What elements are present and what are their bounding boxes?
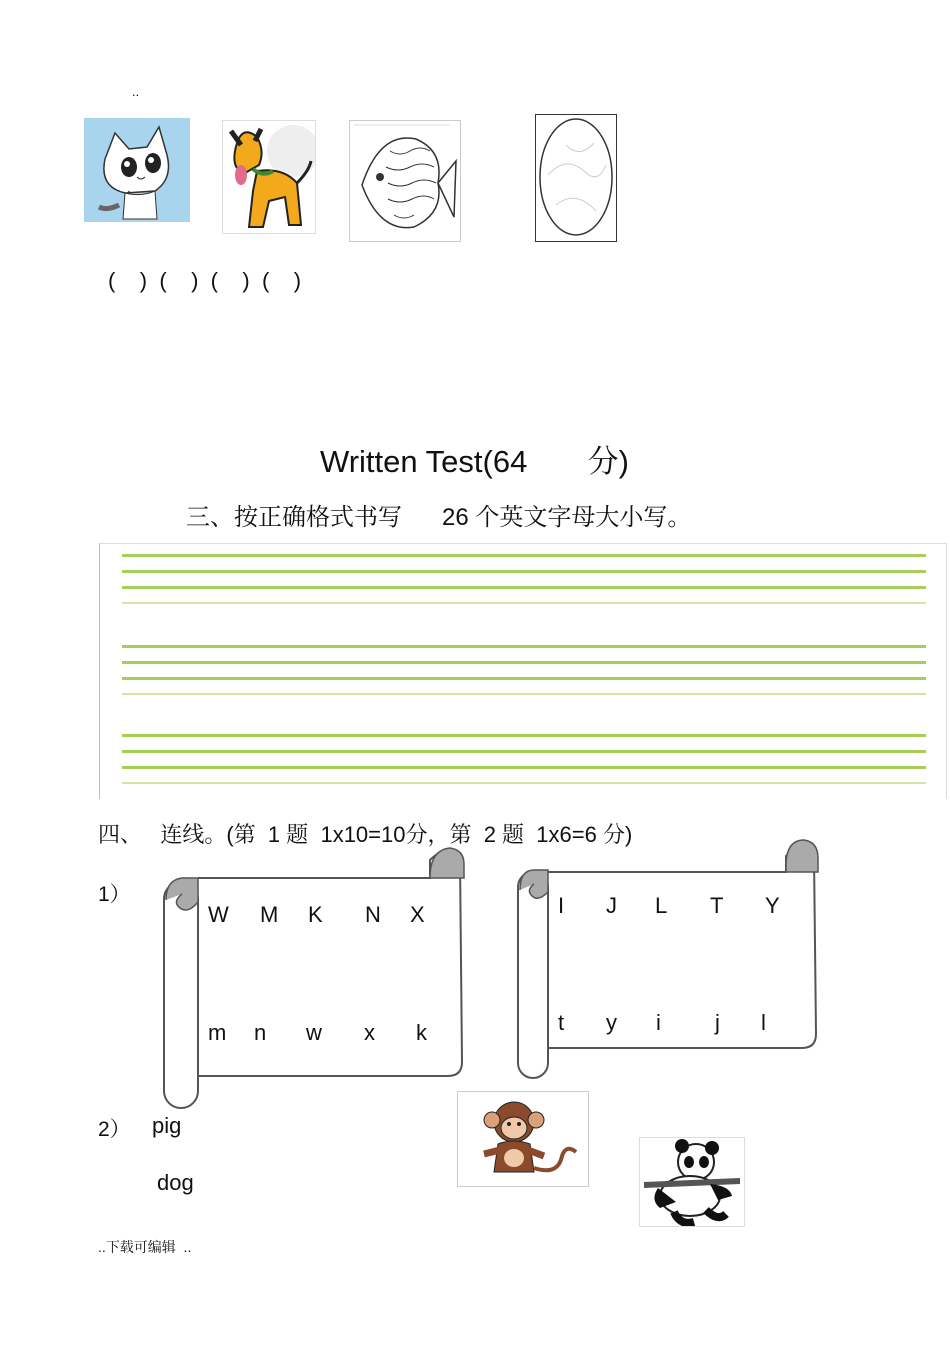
right-scroll-icon — [514, 836, 822, 1084]
letter-tile[interactable]: l — [761, 1010, 766, 1035]
monkey-picture[interactable] — [457, 1091, 589, 1187]
letter-tile[interactable]: T — [710, 893, 724, 918]
panda-picture[interactable] — [639, 1137, 745, 1227]
writing-line — [122, 570, 926, 573]
handwriting-lines[interactable] — [99, 543, 947, 799]
writing-line — [122, 693, 926, 695]
fish-picture — [349, 120, 461, 242]
footer-note: ..下载可编辑 .. — [98, 1239, 192, 1255]
letter-tile[interactable]: x — [364, 1020, 375, 1045]
letter-tile[interactable]: J — [606, 893, 617, 918]
question-3: 三、按正确格式书写 26 个英文字母大小写。 — [186, 504, 692, 531]
section-title: Written Test(64 分) — [320, 444, 629, 479]
letter-tile[interactable]: W — [208, 902, 229, 927]
letter-tile[interactable]: L — [655, 893, 668, 918]
letter-tile[interactable]: K — [308, 902, 323, 927]
letter-tile[interactable]: M — [260, 902, 279, 927]
writing-line — [122, 554, 926, 557]
writing-line — [122, 586, 926, 589]
writing-line — [122, 677, 926, 680]
top-mark: .. — [132, 84, 140, 99]
letter-tile[interactable]: w — [306, 1020, 322, 1045]
writing-line — [122, 734, 926, 737]
word-item[interactable]: pig — [152, 1113, 182, 1138]
writing-line — [122, 750, 926, 753]
letter-tile[interactable]: n — [254, 1020, 267, 1045]
letter-tile[interactable]: I — [558, 893, 565, 918]
letter-tile[interactable]: Y — [765, 893, 780, 918]
letter-tile[interactable]: t — [558, 1010, 565, 1035]
dog-picture — [222, 120, 316, 234]
cat-picture — [84, 118, 190, 222]
match1-number: 1） — [98, 883, 131, 906]
writing-line — [122, 602, 926, 604]
letter-tile[interactable]: i — [656, 1010, 661, 1035]
word-item[interactable]: dog — [157, 1170, 194, 1195]
writing-line — [122, 782, 926, 784]
match2-number: 2） — [98, 1118, 131, 1141]
question-4: 四、 连线。(第 1 题 1x10=10分，第 2 题 1x6=6 分) — [98, 822, 633, 847]
writing-line — [122, 661, 926, 664]
writing-line — [122, 645, 926, 648]
letter-tile[interactable]: k — [416, 1020, 427, 1045]
letter-tile[interactable]: j — [715, 1010, 720, 1035]
letter-tile[interactable]: N — [365, 902, 381, 927]
answer-brackets: ( ) ( ) ( ) ( ) — [108, 268, 302, 293]
letter-tile[interactable]: X — [410, 902, 425, 927]
egg-picture — [535, 114, 617, 242]
letter-tile[interactable]: y — [606, 1010, 617, 1035]
writing-line — [122, 766, 926, 769]
letter-tile[interactable]: m — [208, 1020, 227, 1045]
left-scroll-icon — [160, 842, 470, 1114]
